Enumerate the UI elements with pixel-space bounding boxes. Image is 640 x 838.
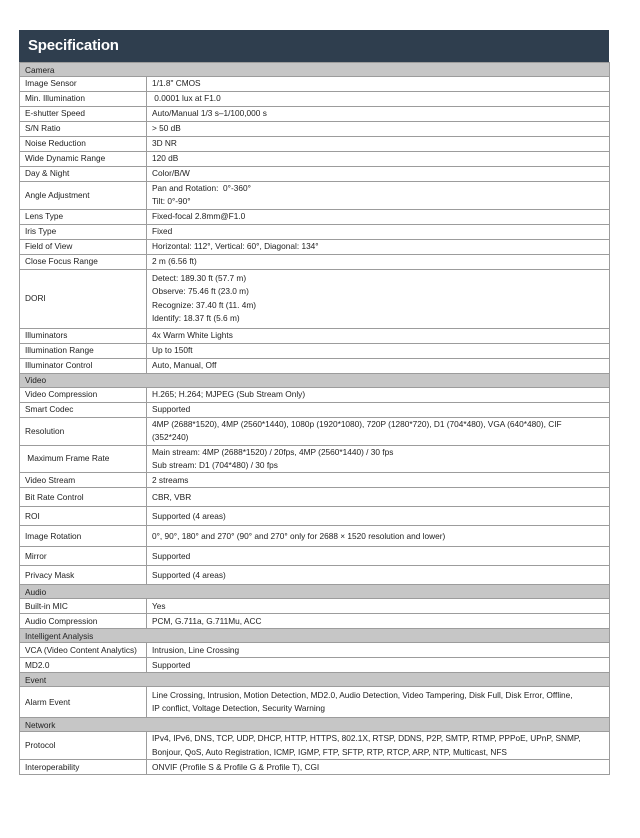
spec-label: Resolution: [20, 417, 147, 445]
spec-label: ROI: [20, 507, 147, 526]
spec-value-line: 2 streams: [152, 474, 189, 485]
spec-row: [20, 402, 610, 417]
spec-value: [147, 473, 610, 488]
spec-value-line: Tilt: 0°-90°: [152, 196, 191, 207]
spec-row: [20, 417, 610, 445]
spec-value-line: Supported: [152, 659, 191, 670]
spec-value: [147, 224, 610, 239]
spec-value-line: 0.0001 lux at F1.0: [152, 93, 221, 104]
spec-value: [147, 643, 610, 658]
spec-value-line: Identify: 18.37 ft (5.6 m): [152, 313, 240, 324]
spec-row: [20, 107, 610, 122]
spec-row: [20, 343, 610, 358]
spec-value: [147, 92, 610, 107]
spec-value-line: Horizontal: 112°, Vertical: 60°, Diagonal: 134°: [152, 241, 319, 252]
spec-value-line: 4MP (2688*1520), 4MP (2560*1440), 1080p (1920*1080), 720P (1280*720), D1 (704*480), VGA (640*480), CIF: [152, 418, 562, 429]
spec-row: [20, 152, 610, 167]
spec-value: [147, 566, 610, 585]
spec-row: [20, 269, 610, 328]
spec-table-body: [20, 63, 610, 775]
spec-value-line: 1/1.8" CMOS: [152, 78, 201, 89]
spec-label: Angle Adjustment: [20, 182, 147, 210]
spec-label: Min. Illumination: [20, 92, 147, 107]
spec-value: [147, 358, 610, 373]
spec-value-line: Bonjour, QoS, Auto Registration, ICMP, IGMP, FTP, SFTP, RTP, RTCP, ARP, NTP, Multicast, NFS: [152, 746, 507, 757]
spec-label: Image Sensor: [20, 77, 147, 92]
spec-row: [20, 239, 610, 254]
spec-value-line: PCM, G.711a, G.711Mu, ACC: [152, 615, 262, 626]
spec-value: [147, 209, 610, 224]
spec-value-line: Supported (4 areas): [152, 569, 226, 580]
spec-value: [147, 599, 610, 614]
spec-value-line: (352*240): [152, 432, 189, 443]
spec-row: [20, 566, 610, 585]
spec-row: [20, 614, 610, 629]
spec-label: Alarm Event: [20, 687, 147, 718]
spec-row: [20, 507, 610, 526]
spec-value-line: Yes: [152, 600, 166, 611]
spec-label: Protocol: [20, 732, 147, 760]
spec-label: Audio Compression: [20, 614, 147, 629]
spec-label: Illumination Range: [20, 343, 147, 358]
section-title: Intelligent Analysis: [20, 629, 610, 643]
spec-label: Field of View: [20, 239, 147, 254]
spec-value: [147, 732, 610, 760]
spec-row: [20, 92, 610, 107]
spec-value-line: 3D NR: [152, 138, 177, 149]
spec-label: Video Stream: [20, 473, 147, 488]
spec-label: DORI: [20, 269, 147, 328]
spec-row: [20, 137, 610, 152]
spec-row: [20, 473, 610, 488]
spec-value-line: Main stream: 4MP (2688*1520) / 20fps, 4MP (2560*1440) / 30 fps: [152, 446, 394, 457]
spec-row: [20, 526, 610, 547]
spec-value-line: H.265; H.264; MJPEG (Sub Stream Only): [152, 389, 306, 400]
spec-value-line: 4x Warm White Lights: [152, 330, 233, 341]
spec-table: [19, 62, 610, 775]
section-header: [20, 718, 610, 732]
spec-label: Mirror: [20, 547, 147, 566]
spec-row: [20, 167, 610, 182]
spec-value-line: Auto/Manual 1/3 s–1/100,000 s: [152, 108, 267, 119]
spec-value: [147, 152, 610, 167]
spec-value-line: Supported: [152, 404, 191, 415]
spec-value: [147, 445, 610, 473]
spec-value-line: 0°, 90°, 180° and 270° (90° and 270° only for 2688 × 1520 resolution and lower): [152, 530, 446, 541]
spec-value: [147, 526, 610, 547]
spec-label: Close Focus Range: [20, 254, 147, 269]
spec-value-line: Detect: 189.30 ft (57.7 m): [152, 273, 247, 283]
spec-value: [147, 658, 610, 673]
spec-sheet: [19, 30, 609, 775]
spec-value: [147, 387, 610, 402]
spec-row: [20, 599, 610, 614]
spec-row: [20, 328, 610, 343]
spec-row: [20, 358, 610, 373]
spec-value: [147, 328, 610, 343]
spec-label: Noise Reduction: [20, 137, 147, 152]
spec-value: [147, 417, 610, 445]
spec-label: S/N Ratio: [20, 122, 147, 137]
spec-value: [147, 77, 610, 92]
section-title: Event: [20, 673, 610, 687]
spec-value-line: Observe: 75.46 ft (23.0 m): [152, 286, 249, 297]
spec-value-line: Recognize: 37.40 ft (11. 4m): [152, 299, 257, 310]
spec-label: Day & Night: [20, 167, 147, 182]
spec-label: MD2.0: [20, 658, 147, 673]
spec-row: [20, 732, 610, 760]
spec-row: [20, 224, 610, 239]
section-header: [20, 63, 610, 77]
spec-value-line: Supported (4 areas): [152, 510, 226, 521]
spec-value: [147, 343, 610, 358]
section-title: Video: [20, 373, 610, 387]
spec-value: [147, 107, 610, 122]
spec-value-line: 120 dB: [152, 153, 179, 164]
spec-value-line: Fixed: [152, 226, 173, 237]
spec-row: [20, 547, 610, 566]
spec-value-line: 2 m (6.56 ft): [152, 256, 197, 267]
spec-label: Illuminators: [20, 328, 147, 343]
spec-row: [20, 687, 610, 718]
spec-value-line: Fixed-focal 2.8mm@F1.0: [152, 211, 246, 222]
spec-value-line: > 50 dB: [152, 123, 181, 134]
spec-value-line: IPv4, IPv6, DNS, TCP, UDP, DHCP, HTTP, HTTPS, 802.1X, RTSP, DDNS, P2P, SMTP, RTMP, PPPoE, UPnP, SNMP,: [152, 733, 581, 744]
spec-label: Built-in MIC: [20, 599, 147, 614]
spec-row: [20, 760, 610, 775]
spec-value: [147, 269, 610, 328]
spec-value-line: IP conflict, Voltage Detection, Security Warning: [152, 703, 325, 714]
spec-value-line: Color/B/W: [152, 168, 190, 179]
spec-value-line: Intrusion, Line Crossing: [152, 644, 240, 655]
spec-value: [147, 137, 610, 152]
spec-label: Smart Codec: [20, 402, 147, 417]
spec-value: [147, 167, 610, 182]
page-title: Specification: [19, 30, 609, 62]
spec-value: [147, 254, 610, 269]
spec-row: [20, 445, 610, 473]
section-title: Network: [20, 718, 610, 732]
spec-label: Image Rotation: [20, 526, 147, 547]
spec-value-line: Line Crossing, Intrusion, Motion Detection, MD2.0, Audio Detection, Video Tampering, Disk Full, Disk Error, Offline,: [152, 690, 573, 701]
section-header: [20, 673, 610, 687]
spec-row: [20, 209, 610, 224]
spec-label: Privacy Mask: [20, 566, 147, 585]
spec-row: [20, 122, 610, 137]
section-title: Camera: [20, 63, 610, 77]
spec-row: [20, 77, 610, 92]
spec-label: E-shutter Speed: [20, 107, 147, 122]
spec-row: [20, 182, 610, 210]
spec-value: [147, 182, 610, 210]
spec-value: [147, 614, 610, 629]
spec-label: Interoperability: [20, 760, 147, 775]
spec-label: Wide Dynamic Range: [20, 152, 147, 167]
spec-row: [20, 387, 610, 402]
spec-value-line: Supported: [152, 550, 191, 561]
spec-label: Lens Type: [20, 209, 147, 224]
spec-value-line: CBR, VBR: [152, 491, 192, 502]
section-header: [20, 373, 610, 387]
spec-value: [147, 687, 610, 718]
spec-value-line: Up to 150ft: [152, 345, 193, 356]
spec-row: [20, 488, 610, 507]
spec-label: Illuminator Control: [20, 358, 147, 373]
section-header: [20, 629, 610, 643]
spec-value: [147, 507, 610, 526]
spec-value-line: Pan and Rotation: 0°-360°: [152, 183, 251, 193]
spec-value: [147, 488, 610, 507]
spec-value: [147, 547, 610, 566]
spec-value-line: Auto, Manual, Off: [152, 360, 217, 371]
spec-row: [20, 254, 610, 269]
spec-label: Maximum Frame Rate: [20, 445, 147, 473]
spec-label: Video Compression: [20, 387, 147, 402]
spec-row: [20, 658, 610, 673]
spec-value: [147, 239, 610, 254]
spec-label: Iris Type: [20, 224, 147, 239]
spec-value-line: Sub stream: D1 (704*480) / 30 fps: [152, 460, 278, 471]
section-title: Audio: [20, 585, 610, 599]
spec-value: [147, 122, 610, 137]
spec-label: VCA (Video Content Analytics): [20, 643, 147, 658]
spec-label: Bit Rate Control: [20, 488, 147, 507]
spec-value-line: ONVIF (Profile S & Profile G & Profile T), CGI: [152, 761, 320, 772]
section-header: [20, 585, 610, 599]
spec-value: [147, 760, 610, 775]
spec-row: [20, 643, 610, 658]
spec-value: [147, 402, 610, 417]
